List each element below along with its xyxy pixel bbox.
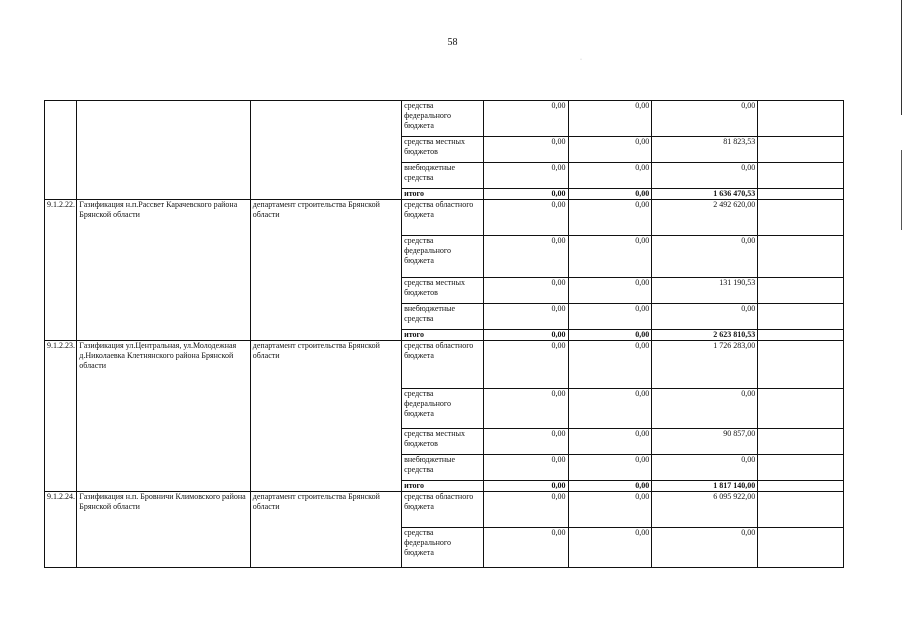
amount-cell: 0,00 [568, 528, 652, 568]
amount-cell: 0,00 [483, 528, 568, 568]
empty-cell [758, 330, 844, 341]
amount-cell: 0,00 [483, 101, 568, 137]
page-number: 58 [447, 37, 458, 48]
item-department: департамент строительства Брянской области [250, 341, 401, 492]
table-row [45, 492, 844, 528]
empty-cell [758, 429, 844, 455]
amount-cell: 0,00 [483, 481, 568, 492]
funding-source: средства областного бюджета [402, 200, 484, 236]
amount-cell: 0,00 [483, 189, 568, 200]
amount-total-cell: 1 817 140,00 [652, 481, 758, 492]
empty-cell [758, 341, 844, 389]
amount-cell: 0,00 [568, 481, 652, 492]
item-code: 9.1.2.22. [45, 200, 77, 341]
amount-cell: 0,00 [568, 163, 652, 189]
item-name [77, 101, 251, 200]
amount-total-cell: 0,00 [652, 236, 758, 278]
scan-edge [901, 150, 902, 230]
amount-cell: 0,00 [568, 429, 652, 455]
funding-source: итого [402, 189, 484, 200]
scan-edge [901, 0, 902, 115]
amount-total-cell: 0,00 [652, 101, 758, 137]
amount-cell: 0,00 [483, 492, 568, 528]
amount-total-cell: 0,00 [652, 455, 758, 481]
item-department [250, 101, 401, 200]
table-row [45, 101, 844, 137]
empty-cell [758, 455, 844, 481]
amount-cell: 0,00 [568, 200, 652, 236]
table-row [45, 200, 844, 236]
amount-cell: 0,00 [483, 278, 568, 304]
empty-cell [758, 389, 844, 429]
empty-cell [758, 304, 844, 330]
funding-source: средства местных бюджетов [402, 429, 484, 455]
amount-cell: 0,00 [568, 236, 652, 278]
amount-total-cell: 2 492 620,00 [652, 200, 758, 236]
amount-cell: 0,00 [568, 278, 652, 304]
amount-cell: 0,00 [483, 341, 568, 389]
empty-cell [758, 492, 844, 528]
funding-source: средства местных бюджетов [402, 137, 484, 163]
funding-source: средства федерального бюджета [402, 389, 484, 429]
amount-cell: 0,00 [483, 163, 568, 189]
budget-table [44, 100, 844, 568]
amount-cell: 0,00 [568, 137, 652, 163]
item-code [45, 101, 77, 200]
empty-cell [758, 236, 844, 278]
funding-source: итого [402, 330, 484, 341]
funding-source: средства федерального бюджета [402, 236, 484, 278]
empty-cell [758, 137, 844, 163]
empty-cell [758, 189, 844, 200]
amount-total-cell: 0,00 [652, 389, 758, 429]
amount-cell: 0,00 [483, 429, 568, 455]
item-code: 9.1.2.24. [45, 492, 77, 568]
amount-cell: 0,00 [483, 236, 568, 278]
item-name: Газификация н.п.Рассвет Карачевского района Брянской области [77, 200, 251, 341]
amount-cell: 0,00 [483, 200, 568, 236]
item-department: департамент строительства Брянской области [250, 200, 401, 341]
funding-source: внебюджетные средства [402, 163, 484, 189]
budget-table-body [45, 101, 844, 568]
amount-cell: 0,00 [568, 341, 652, 389]
amount-cell: 0,00 [483, 330, 568, 341]
amount-total-cell: 6 095 922,00 [652, 492, 758, 528]
empty-cell [758, 200, 844, 236]
funding-source: внебюджетные средства [402, 304, 484, 330]
amount-total-cell: 1 726 283,00 [652, 341, 758, 389]
funding-source: средства федерального бюджета [402, 101, 484, 137]
empty-cell [758, 528, 844, 568]
funding-source: итого [402, 481, 484, 492]
amount-total-cell: 131 190,53 [652, 278, 758, 304]
amount-cell: 0,00 [568, 455, 652, 481]
amount-cell: 0,00 [483, 137, 568, 163]
amount-total-cell: 81 823,53 [652, 137, 758, 163]
funding-source: средства областного бюджета [402, 341, 484, 389]
table-row [45, 341, 844, 389]
funding-source: средства федерального бюджета [402, 528, 484, 568]
amount-total-cell: 0,00 [652, 163, 758, 189]
empty-cell [758, 101, 844, 137]
amount-cell: 0,00 [568, 330, 652, 341]
funding-source: средства местных бюджетов [402, 278, 484, 304]
amount-cell: 0,00 [483, 304, 568, 330]
amount-cell: 0,00 [568, 304, 652, 330]
funding-source: средства областного бюджета [402, 492, 484, 528]
amount-cell: 0,00 [568, 492, 652, 528]
item-name: Газификация н.п. Бровничи Климовского района Брянской области [77, 492, 251, 568]
amount-total-cell: 0,00 [652, 528, 758, 568]
amount-cell: 0,00 [568, 101, 652, 137]
amount-cell: 0,00 [568, 189, 652, 200]
item-department: департамент строительства Брянской области [250, 492, 401, 568]
scan-speck: · [580, 57, 582, 63]
amount-cell: 0,00 [483, 389, 568, 429]
empty-cell [758, 278, 844, 304]
funding-source: внебюджетные средства [402, 455, 484, 481]
item-name: Газификация ул.Центральная, ул.Молодежная д.Николаевка Клетнянского района Брянской области [77, 341, 251, 492]
empty-cell [758, 163, 844, 189]
amount-cell: 0,00 [483, 455, 568, 481]
amount-total-cell: 1 636 470,53 [652, 189, 758, 200]
amount-total-cell: 2 623 810,53 [652, 330, 758, 341]
amount-total-cell: 90 857,00 [652, 429, 758, 455]
amount-total-cell: 0,00 [652, 304, 758, 330]
item-code: 9.1.2.23. [45, 341, 77, 492]
empty-cell [758, 481, 844, 492]
amount-cell: 0,00 [568, 389, 652, 429]
